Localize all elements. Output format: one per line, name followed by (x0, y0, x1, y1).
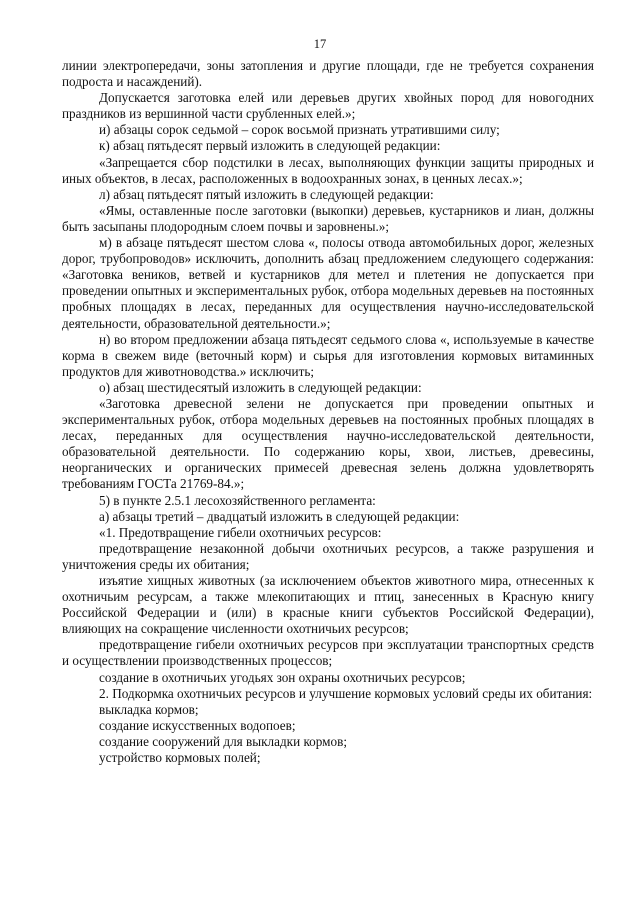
paragraph: м) в абзаце пятьдесят шестом слова «, полосы отвода автомобильных дорог, железных дорог, трубопроводов» исключить, дополнить абзац предложением следующего содержания: «Заготовка веников, ветвей и кустарников для метел и плетения не допускается при проведении опытных и экспериментальных рубок, отбора модельных деревьев на постоянных пробных площадях в лесах, переданных для осуществления научно-исследовательской деятельности, образовательной деятельности.»; (62, 235, 594, 331)
paragraph: устройство кормовых полей; (99, 750, 261, 766)
paragraph: л) абзац пятьдесят пятый изложить в следующей редакции: (99, 186, 434, 202)
paragraph: создание в охотничьих угодьях зон охраны охотничьих ресурсов; (99, 669, 466, 685)
paragraph: «Запрещается сбор подстилки в лесах, выполняющих функции защиты природных и иных объектов, в лесах, расположенных в водоохранных зонах, в ценных лесах.»; (62, 154, 594, 186)
paragraph: «Ямы, оставленные после заготовки (выкопки) деревьев, кустарников и лиан, должны быть засыпаны плодородным слоем почвы и заровнены.»; (62, 202, 594, 234)
page-number: 17 (313, 37, 327, 51)
paragraph: «Заготовка древесной зелени не допускается при проведении опытных и экспериментальных рубок, отбора модельных деревьев на постоянных пробных площадях в лесах, переданных для осуществления научно-исследовательской деятельности, образовательной деятельности. По содержанию коры, хвои, листьев, древесины, неорганических и органических примесей древесная зелень должна удовлетворять требованиям ГОСТа 21769-84.»; (62, 395, 594, 492)
paragraph: о) абзац шестидесятый изложить в следующей редакции: (99, 379, 422, 395)
paragraph: а) абзацы третий – двадцатый изложить в следующей редакции: (99, 508, 460, 524)
paragraph: предотвращение гибели охотничьих ресурсов при эксплуатации транспортных средств и осуществлении производственных процессов; (62, 637, 594, 669)
paragraph: выкладка кормов; (99, 701, 199, 717)
paragraph: и) абзацы сорок седьмой – сорок восьмой признать утратившими силу; (99, 122, 500, 138)
paragraph: создание сооружений для выкладки кормов; (99, 733, 347, 749)
paragraph: н) во втором предложении абзаца пятьдесят седьмого слова «, используемые в качестве корма в свежем виде (веточный корм) и сырья для изготовления кормовых витаминных продуктов для животноводства.» исключить; (62, 331, 594, 379)
paragraph: «1. Предотвращение гибели охотничьих ресурсов: (99, 524, 382, 540)
paragraph: 5) в пункте 2.5.1 лесохозяйственного регламента: (99, 492, 376, 508)
paragraph: к) абзац пятьдесят первый изложить в следующей редакции: (99, 138, 441, 154)
paragraph: Допускается заготовка елей или деревьев других хвойных пород для новогодних праздников из вершинной части срубленных елей.»; (62, 90, 594, 122)
paragraph: 2. Подкормка охотничьих ресурсов и улучшение кормовых условий среды их обитания: (99, 685, 593, 701)
paragraph: линии электропередачи, зоны затопления и другие площади, где не требуется сохранения подроста и насаждений). (62, 58, 594, 90)
paragraph: изъятие хищных животных (за исключением объектов животного мира, отнесенных к охотничьим ресурсам, а также млекопитающих и птиц, занесенных в Красную книгу Российской Федерации и (или) в красные книги субъектов Российской Федерации), влияющих на сокращение численности охотничьих ресурсов; (62, 573, 594, 637)
paragraph: создание искусственных водопоев; (99, 717, 296, 733)
document-body (62, 58, 594, 766)
paragraph: предотвращение незаконной добычи охотничьих ресурсов, а также разрушения и уничтожения среды их обитания; (62, 540, 594, 572)
